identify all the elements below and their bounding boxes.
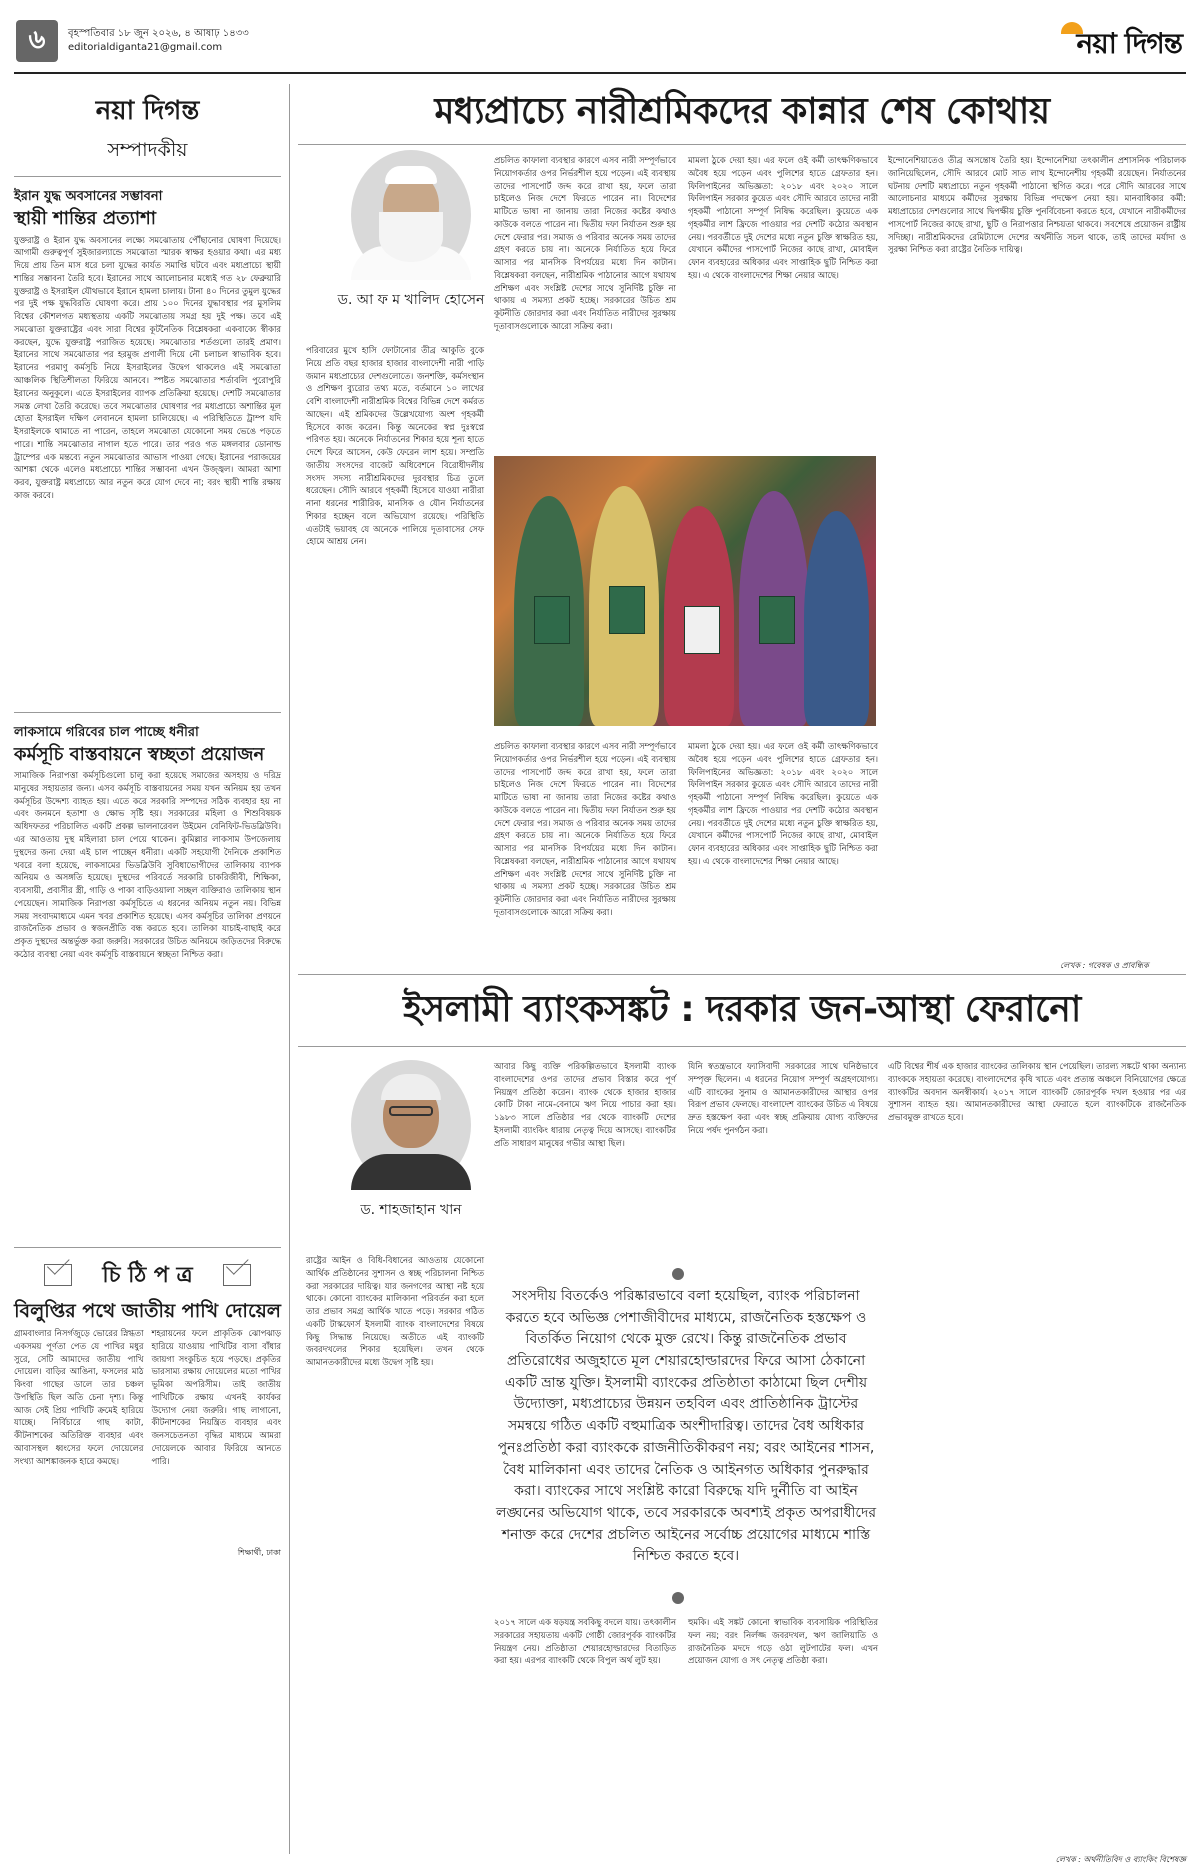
divider xyxy=(298,974,1186,975)
bullet-icon xyxy=(672,1268,684,1280)
article-2-col-5: ২০১৭ সালে এক ষড়যন্ত্র সবকিছু বদলে যায়। তৎকালীন সরকারের সহায়তায় একটি গোষ্ঠী জোরপূর্বক ব্যাংকটির নিয়ন্ত্রণ নেয়। প্রতিষ্ঠাতা শেয়ারহোল্ডারদের বিতাড়িত করা হয়। এরপর ব্যাংকটি থেকে বিপুল অর্থ লুট হয়। xyxy=(494,1617,676,1666)
article-1-byline: ড. আ ফ ম খালিদ হোসেন xyxy=(337,292,485,308)
article-1-col-1: পরিবারের মুখে হাসি ফোটানোর তীব্র আকুতি বুকে নিয়ে প্রতি বছর হাজার হাজার বাংলাদেশী নারী পাড়ি জমান মধ্যপ্রাচ্যের দেশগুলোতে। জনশক্তি, কর্মসংস্থান ও প্রশিক্ষণ ব্যুরোর তথ্য মতে, বর্তমানে ১০ লাখের বেশি বাংলাদেশী নারীশ্রমিক বিশ্বের বিভিন্ন দেশে কর্মরত আছেন। এই শ্রমিকদের উল্লেখযোগ্য অংশ গৃহকর্মী হিসেবে কাজ করেন। কিন্তু অনেকের স্বপ্ন দুঃস্বপ্নে পরিণত হয়। অনেকে নির্যাতনের শিকার হয়ে শূন্য হাতে দেশে ফিরে আসেন, কেউ ফেরেন লাশ হয়ে। সম্প্রতি জাতীয় সংসদের বাজেট অধিবেশনে বিরোধীদলীয় সংসদ সদস্য নারীশ্রমিকদের দুরবস্থার চিত্র তুলে ধরেছেন। সৌদি আরবে গৃহকর্মী হিসেবে যাওয়া নারীরা নানা ধরনের শারীরিক, মানসিক ও যৌন নির্যাতনের শিকার হচ্ছেন বলে অভিযোগ রয়েছে। পরিস্থিতি এতটাই ভয়াবহ যে অনেকে পালিয়ে দূতাবাসের সেফ হোমে আশ্রয় নেন। xyxy=(306,345,484,547)
envelope-icon xyxy=(223,1264,251,1286)
editorial-column xyxy=(14,84,290,1854)
article-2-pull-quote: সংসদীয় বিতর্কেও পরিষ্কারভাবে বলা হয়েছিল, ব্যাংক পরিচালনা করতে হবে অভিজ্ঞ পেশাজীবীদের মাধ্যমে, রাজনৈতিক হস্তক্ষেপ ও বিতর্কিত নিয়োগ থেকে মুক্ত রেখে। কিন্তু রাজনৈতিক প্রভাব প্রতিরোধের অজুহাতে মূল শেয়ারহোল্ডারদের ফিরে আসা ঠেকানো একটি ভ্রান্ত যুক্তি। ইসলামী ব্যাংকের প্রতিষ্ঠাতা কাঠামো ছিল দেশীয় উদ্যোক্তা, মধ্যপ্রাচ্যের উন্নয়ন তহবিল এবং প্রাতিষ্ঠানিক ট্রাস্টের সমন্বয়ে গঠিত একটি বহুমাত্রিক অংশীদারিত্ব। তাদের বৈধ অধিকার পুনঃপ্রতিষ্ঠা করা ব্যাংককে রাজনীতিকীকরণ নয়; বরং আইনের শাসন, বৈধ মালিকানা এবং তাদের নৈতিক ও আইনগত অধিকার পুনরুদ্ধার করা। ব্যাংকের সাথে সংশ্লিষ্ট কারো বিরুদ্ধে যদি দুর্নীতি বা আইন লঙ্ঘনের অভিযোগ থাকে, তবে সরকারকে অবশ্যই প্রকৃত অপরাধীদের শনাক্ত করে দেশের প্রচলিত আইনের সর্বোচ্চ প্রয়োগের মাধ্যমে শাস্তি নিশ্চিত করতে হবে। xyxy=(495,1288,877,1565)
masthead-logo: নয়া দিগন্ত xyxy=(1061,22,1182,69)
letter-body-col-2: শহরায়নের ফলে প্রাকৃতিক ঝোপঝাড় হারিয়ে যাওয়ায় পাখিটির বাসা বাঁধার জায়গা সংকুচিত হয়ে পড়ছে। প্রকৃতির ভারসাম্য রক্ষায় দোয়েলের মতো পাখির ভূমিকা অপরিসীম। তাই জাতীয় পাখিটিকে রক্ষায় এখনই কার্যকর উদ্যোগ নেয়া জরুরি। গাছ লাগানো, কীটনাশকের নিয়ন্ত্রিত ব্যবহার এবং জনসচেতনতা বৃদ্ধির মাধ্যমে আমরা দোয়েলকে আবার ফিরিয়ে আনতে পারি। xyxy=(151,1327,281,1466)
article-1-col-2-cont: প্রচলিত কাফালা ব্যবস্থার কারণে এসব নারী সম্পূর্ণভাবে নিয়োগকর্তার ওপর নির্ভরশীল হয়ে পড়েন। এই ব্যবস্থায় তাদের পাসপোর্ট জব্দ করে রাখা হয়, ফলে তারা চাইলেও নিজ দেশে ফিরতে পারেন না। বিদেশের মাটিতে ভাষা না জানায় তারা নিজের কষ্টের কথাও কাউকে বলতে পারেন না। দ্বিতীয় দফা নির্যাতন শুরু হয় দেশে ফেরার পর। সমাজ ও পরিবার অনেক সময় তাদের গ্রহণ করতে চায় না। অনেকে নির্যাতিত হয়ে ফিরে আসার পর মানসিক বিপর্যয়ের মধ্যে দিন কাটান। বিশ্লেষকরা বলছেন, নারীশ্রমিক পাঠানোর আগে যথাযথ প্রশিক্ষণ এবং সংশ্লিষ্ট দেশের সাথে সুনির্দিষ্ট চুক্তি না থাকায় এ সমস্যা প্রকট হচ্ছে। সরকারের উচিত শ্রম কূটনীতি জোরদার করা এবং নির্যাতিত নারীদের সুরক্ষায় দূতাবাসগুলোকে আরো সক্রিয় করা। xyxy=(494,741,676,917)
envelope-icon xyxy=(44,1264,72,1286)
article-2-author-note: লেখক : অর্থনীতিবিদ ও ব্যাংকিং বিশেষজ্ঞ xyxy=(1055,1855,1186,1864)
editorial-email[interactable]: editorialdiganta21@gmail.com xyxy=(68,42,223,53)
article-1-author xyxy=(326,150,496,312)
article-2-headline[interactable]: ইসলামী ব্যাংকসঙ্কট : দরকার জন-আস্থা ফেরানো xyxy=(403,989,1081,1030)
article-2-col-2: আবার কিছু ব্যক্তি পরিকল্পিতভাবে ইসলামী ব্যাংক বাংলাদেশের ওপর তাদের প্রভাব বিস্তার করে পূর্ণ নিয়ন্ত্রণ প্রতিষ্ঠা করেন। ব্যাংক থেকে হাজার হাজার কোটি টাকা নামে-বেনামে ঋণ নিয়ে পাচার করা হয়। ১৯৮৩ সালে প্রতিষ্ঠার পর থেকে ব্যাংকটি দেশের ইসলামী ব্যাংকিং ধারায় নেতৃত্ব দিয়ে আসছে। ব্যাংকটির প্রতি সাধারণ মানুষের গভীর আস্থা ছিল। xyxy=(494,1061,676,1148)
article-2-author xyxy=(326,1060,496,1222)
main-articles xyxy=(298,84,1186,145)
article-2-byline: ড. শাহজাহান খান xyxy=(360,1202,462,1218)
letter-headline[interactable]: বিলুপ্তির পথে জাতীয় পাখি দোয়েল xyxy=(14,1300,281,1323)
divider xyxy=(14,1247,281,1248)
editorial-logo: নয়া দিগন্ত xyxy=(95,96,200,126)
article-2-col-1: রাষ্ট্রের আইন ও বিধি-বিধানের আওতায় যেকোনো আর্থিক প্রতিষ্ঠানের সুশাসন ও স্বচ্ছ পরিচালনা নিশ্চিত করা সরকারের দায়িত্ব। যার জনগণের আস্থা নষ্ট হয়ে থাকে। কোনো ব্যাংকের মালিকানা পরিবর্তন করা হলে তার প্রভাব সমগ্র আর্থিক খাতে পড়ে। সরকার গঠিত একটি টাস্কফোর্স ইসলামী ব্যাংক বাংলাদেশের বিষয়ে কিছু সিদ্ধান্ত নিয়েছে। অতীতে এই ব্যাংকটি জবরদখলের শিকার হয়েছিল। তখন থেকে আমানতকারীদের মধ্যে উদ্বেগ সৃষ্টি হয়। xyxy=(306,1255,484,1368)
divider xyxy=(14,712,281,713)
page-header xyxy=(0,0,1200,72)
article-1-col-3-cont: মামলা ঠুকে দেয়া হয়। এর ফলে ওই কর্মী তাৎক্ষণিকভাবে অবৈধ হয়ে পড়েন এবং পুলিশের হাতে গ্রেফতার হন। ফিলিপাইনের অভিজ্ঞতা: ২০১৮ এবং ২০২০ সালে ফিলিপাইন সরকার কুয়েত এবং সৌদি আরবে তাদের নারী গৃহকর্মী পাঠানো সম্পূর্ণ নিষিদ্ধ করেছিল। কুয়েতে এক গৃহকর্মীর লাশ ফ্রিজে পাওয়ার পর দেশটি কঠোর অবস্থান নেয়। পরবর্তীতে দুই দেশের মধ্যে নতুন চুক্তি স্বাক্ষরিত হয়, যেখানে কর্মীদের পাসপোর্ট নিজের কাছে রাখা, মোবাইল ফোন ব্যবহারের অধিকার এবং সাপ্তাহিক ছুটি নিশ্চিত করা হয়। এ থেকে বাংলাদেশের শিক্ষা নেয়ার আছে। xyxy=(688,741,878,866)
article-1-author-note: লেখক : গবেষক ও প্রাবন্ধিক xyxy=(1060,961,1149,970)
bullet-icon xyxy=(672,1592,684,1604)
letter-signature: শিক্ষার্থী, ঢাকা xyxy=(237,1547,281,1557)
author-portrait xyxy=(351,150,471,280)
article-2-col-6: হুমকি। এই সঙ্কট কোনো স্বাভাবিক ব্যবসায়িক পরিস্থিতির ফল নয়; বরং নির্লজ্জ জবরদখল, ঋণ জালিয়াতি ও রাজনৈতিক মদদে গড়ে ওঠা লুটপাটের ফল। এখন প্রয়োজন যোগ্য ও সৎ নেতৃত্ব প্রতিষ্ঠা করা। xyxy=(688,1617,878,1666)
letter-body-col-1: গ্রামবাংলার নিসর্গজুড়ে ভোরের স্নিগ্ধতা একসময় পূর্ণতা পেত যে পাখির মধুর সুরে, সেটি আমাদের জাতীয় পাখি দোয়েল। বাড়ির আঙিনা, ফসলের মাঠ কিংবা গাছের ডালে তার চঞ্চল উপস্থিতি ছিল অতি চেনা দৃশ্য। কিন্তু আজ সেই প্রিয় পাখিটি ক্রমেই হারিয়ে যাচ্ছে। নির্বিচারে গাছ কাটা, কীটনাশকের অতিরিক্ত ব্যবহার এবং আবাসস্থল ধ্বংসের ফলে দোয়েলের সংখ্যা আশঙ্কাজনক হারে কমছে। xyxy=(14,1327,144,1466)
article-1-col-4: ইন্দোনেশিয়াতেও তীব্র অসন্তোষ তৈরি হয়। ইন্দোনেশিয়া তৎকালীন প্রশাসনিক পরিচালক জানিয়েছিলেন, সৌদি আরবে মোট সাত লাখ ইন্দোনেশীয় গৃহকর্মী রয়েছেন। নির্যাতনের ঘটনায় দেশটি মধ্যপ্রাচ্যে নতুন গৃহকর্মী পাঠানো স্থগিত করে। পরে সৌদি আরবের সাথে আলোচনার মাধ্যমে কর্মীদের সুরক্ষায় বিভিন্ন পদক্ষেপ নেয়া হয়। মানবাধিকার কর্মী: মধ্যপ্রাচ্যের দেশগুলোর সাথে দ্বিপক্ষীয় চুক্তি পুনর্বিবেচনা করতে হবে, যেখানে নারীকর্মীদের পাসপোর্ট নিজের কাছে রাখা, ছুটি ও নিরাপত্তার নিশ্চয়তা থাকবে। সবশেষে প্রয়োজন রাষ্ট্রীয় সদিচ্ছা। নারীশ্রমিকদের রেমিট্যান্সে দেশের অর্থনীতি সচল থাকে, তাই তাদের মর্যাদা ও সুরক্ষা নিশ্চিত করা রাষ্ট্রের নৈতিক দায়িত্ব। xyxy=(888,155,1186,255)
letters-section-label: চি ঠি প ত্র xyxy=(14,1256,281,1296)
article-1-headline[interactable]: মধ্যপ্রাচ্যে নারীশ্রমিকদের কান্নার শেষ কোথায় xyxy=(434,91,1050,132)
page-number: ৬ xyxy=(16,20,58,62)
article-1-col-2: প্রচলিত কাফালা ব্যবস্থার কারণে এসব নারী সম্পূর্ণভাবে নিয়োগকর্তার ওপর নির্ভরশীল হয়ে পড়েন। এই ব্যবস্থায় তাদের পাসপোর্ট জব্দ করে রাখা হয়, ফলে তারা চাইলেও নিজ দেশে ফিরতে পারেন না। বিদেশের মাটিতে ভাষা না জানায় তারা নিজের কষ্টের কথাও কাউকে বলতে পারেন না। দ্বিতীয় দফা নির্যাতন শুরু হয় দেশে ফেরার পর। সমাজ ও পরিবার অনেক সময় তাদের গ্রহণ করতে চায় না। অনেকে নির্যাতিত হয়ে ফিরে আসার পর মানসিক বিপর্যয়ের মধ্যে দিন কাটান। বিশ্লেষকরা বলছেন, নারীশ্রমিক পাঠানোর আগে যথাযথ প্রশিক্ষণ এবং সংশ্লিষ্ট দেশের সাথে সুনির্দিষ্ট চুক্তি না থাকায় এ সমস্যা প্রকট হচ্ছে। সরকারের উচিত শ্রম কূটনীতি জোরদার করা এবং নির্যাতিত নারীদের সুরক্ষায় দূতাবাসগুলোকে আরো সক্রিয় করা। xyxy=(494,155,676,331)
divider xyxy=(298,144,1186,145)
author-portrait xyxy=(351,1060,471,1190)
issue-date: বৃহস্পতিবার ১৮ জুন ২০২৬, ৪ আষাঢ় ১৪৩৩ xyxy=(68,28,249,39)
article-2-col-3: যিনি স্বতন্ত্রভাবে ফ্যাসিবাদী সরকারের সাথে ঘনিষ্ঠভাবে সম্পৃক্ত ছিলেন। এ ধরনের নিয়োগ সম্পূর্ণ অগ্রহণযোগ্য। এটি ব্যাংকের সুনাম ও আমানতকারীদের আস্থার ওপর বিরূপ প্রভাব ফেলছে। বাংলাদেশ ব্যাংকের উচিত এ বিষয়ে দ্রুত হস্তক্ষেপ করা এবং স্বচ্ছ প্রক্রিয়ায় যোগ্য ব্যক্তিদের নিয়ে পর্ষদ পুনর্গঠন করা। xyxy=(688,1061,878,1135)
divider xyxy=(298,1046,1186,1047)
article-2-col-4: এটি বিশ্বের শীর্ষ এক হাজার ব্যাংকের তালিকায় স্থান পেয়েছিল। তারল্য সঙ্কটে থাকা অন্যান্য ব্যাংককে সহায়তা করেছে। বাংলাদেশের কৃষি খাতে এবং প্রত্যন্ত অঞ্চলে বিনিয়োগের ক্ষেত্রে ব্যাংকটির অবদান অনস্বীকার্য। ২০১৭ সালে ব্যাংকটি জোরপূর্বক দখল হওয়ার পর এর সুশাসন ব্যাহত হয়। আমানতকারীদের আস্থা ফেরাতে হলে ব্যাংকটিকে রাজনৈতিক প্রভাবমুক্ত রাখতে হবে। xyxy=(888,1061,1186,1123)
editorial-2-body: সামাজিক নিরাপত্তা কর্মসূচিগুলো চালু করা হয়েছে সমাজের অসহায় ও দরিদ্র মানুষের সহায়তার জন্য। এসব কর্মসূচি বাস্তবায়নের সময় যখন অনিয়ম হয় তখন কর্মসূচির উদ্দেশ্য ব্যাহত হয়। এতে করে সরকারি সম্পদের সঠিক ব্যবহার হয় না এবং জনমনে হতাশা ও ক্ষোভ সৃষ্টি হয়। সরকারের মহিলা ও শিশুবিষয়ক অধিদফতর পরিচালিত একটি প্রকল্প ভালনারেবল উইমেন বেনিফিট-ভিডব্লিউবি। এর আওতায় দুস্থ মহিলারা চাল পেয়ে থাকেন। কুমিল্লার লাকসাম উপজেলায় দুস্থদের জন্য দেয়া এই চাল পাচ্ছেন ধনীরা। একটি সহযোগী দৈনিকে প্রকাশিত খবরে বলা হয়েছে, লাকসামের ভিডব্লিউবি সুবিধাভোগীদের তালিকায় ব্যাপক অনিয়ম ও অসঙ্গতি হয়েছে। দুস্থদের পরিবর্তে সরকারি চাকরিজীবী, শিক্ষিকা, ব্যবসায়ী, প্রবাসীর স্ত্রী, গাড়ি ও পাকা বাড়িওয়ালা সচ্ছল ব্যক্তিরাও তালিকায় স্থান পেয়েছেন। সামাজিক নিরাপত্তা কর্মসূচিতে এ ধরনের অনিয়ম নতুন নয়। বিভিন্ন সময় সংবাদমাধ্যমে এমন খবর প্রকাশিত হয়েছে। এসব কর্মসূচির তালিকা প্রণয়নে রাজনৈতিক প্রভাব ও স্বজনপ্রীতি বন্ধ করতে হবে। তালিকা যাচাই-বাছাই করে প্রকৃত দুস্থদের অন্তর্ভুক্ত করা জরুরি। সরকারের উচিত অনিয়মে জড়িতদের বিরুদ্ধে কঠোর ব্যবস্থা নেয়া এবং কর্মসূচি বাস্তবায়নে স্বচ্ছতা নিশ্চিত করা। xyxy=(14,770,281,959)
editorial-1-body: যুক্তরাষ্ট্র ও ইরান যুদ্ধ অবসানের লক্ষ্যে সমঝোতায় পৌঁছানোর ঘোষণা দিয়েছে। আগামী গুরুত্বপূর্ণ সুইজারল্যান্ডে সমঝোতা স্মারক স্বাক্ষর হওয়ার কথা। এর মধ্য দিয়ে প্রায় তিন মাস ধরে চলা যুদ্ধের কার্যত সমাপ্তি ঘটবে এবং মধ্যপ্রাচ্যে স্থায়ী শান্তির সম্ভাবনা তৈরি হবে। ইরানের সাথে আলোচনার মধ্যেই গত ২৮ ফেব্রুয়ারি যুক্তরাষ্ট্র ও ইসরাইল যৌথভাবে ইরানে হামলা চালায়। টানা ৪০ দিনের তুমুল যুদ্ধের পর দুই পক্ষ যুদ্ধবিরতি ঘোষণা করে। প্রায় ১০০ দিনের যুদ্ধাবস্থার পর মুসলিম বিশ্বের কৌশলগত মধ্যস্থতায় একটি সমঝোতায় সমগ্র হয় দুই পক্ষ। তবে এই সমঝোতা যুক্তরাষ্ট্রের এবং সারা বিশ্বের কূটনৈতিক বিশ্লেষকরা একবাক্যে স্বীকার করছেন, যুদ্ধে যুক্তরাষ্ট্র পরাজিত হয়েছে। সমঝোতার শর্তগুলো তারই প্রমাণ। ইরানের সাথে সমঝোতার পর হরমুজ প্রণালী দিয়ে নৌ চলাচল স্বাভাবিক হবে। ইরানের পরমাণু কর্মসূচি নিয়ে ইসরাইলের উদ্বেগ থাকলেও এই সমঝোতা আঞ্চলিক স্থিতিশীলতা ফিরিয়ে আনবে। স্পষ্টত সমঝোতার শর্তাবলি পুরোপুরি ইরানের অনুকূলে। এতে ইসরাইলের ব্যাপক প্রতিক্রিয়া হয়েছে। দেশটি সমঝোতার সমস্ত লেখা তৈরি করেছে। তবে সমঝোতার ঘোষণার পর মধ্যপ্রাচ্যে অশান্তির মূল হোতা ইসরাইল দক্ষিণ লেবাননে হামলা চালিয়েছে। এ পরিস্থিতিতে ট্রাম্প যদি ইসরাইলকে থামাতে না পারেন, তাহলে সমঝোতা যেকোনো সময় ভেঙে পড়তে পারে। শান্তি সমঝোতার নাগাল হতে পারে। তার পরও গত মঙ্গলবার ডোনাল্ড ট্রাম্পের এক মন্তব্যে নতুন সমঝোতার আভাস পাওয়া গেছে। ইরানের পরাজয়ের আশঙ্কা থেকে এলেও মধ্যপ্রাচ্যে শান্তির সম্ভাবনা এখন উজ্জ্বল। আমরা আশা করব, যুক্তরাষ্ট্র মধ্যপ্রাচ্যে আর নতুন করে যোগ দেবে না; বরং স্থায়ী শান্তি রক্ষায় কাজ করবে। xyxy=(14,234,281,500)
article-1-photo xyxy=(494,456,876,726)
editorial-section-label: সম্পাদকীয় xyxy=(14,136,281,177)
letter-body xyxy=(14,1323,281,1543)
editorial-2-headline[interactable]: কর্মসূচি বাস্তবায়নে স্বচ্ছতা প্রয়োজন xyxy=(14,743,265,765)
editorial-1-headline[interactable]: স্থায়ী শান্তির প্রত্যাশা xyxy=(14,208,156,229)
header-rule xyxy=(14,72,1186,74)
article-1-col-3: মামলা ঠুকে দেয়া হয়। এর ফলে ওই কর্মী তাৎক্ষণিকভাবে অবৈধ হয়ে পড়েন এবং পুলিশের হাতে গ্রেফতার হন। ফিলিপাইনের অভিজ্ঞতা: ২০১৮ এবং ২০২০ সালে ফিলিপাইন সরকার কুয়েত এবং সৌদি আরবে তাদের নারী গৃহকর্মী পাঠানো সম্পূর্ণ নিষিদ্ধ করেছিল। কুয়েতে এক গৃহকর্মীর লাশ ফ্রিজে পাওয়ার পর দেশটি কঠোর অবস্থান নেয়। পরবর্তীতে দুই দেশের মধ্যে নতুন চুক্তি স্বাক্ষরিত হয়, যেখানে কর্মীদের পাসপোর্ট নিজের কাছে রাখা, মোবাইল ফোন ব্যবহারের অধিকার এবং সাপ্তাহিক ছুটি নিশ্চিত করা হয়। এ থেকে বাংলাদেশের শিক্ষা নেয়ার আছে। xyxy=(688,155,878,280)
editorial-2-kicker: লাকসামে গরিবের চাল পাচ্ছে ধনীরা xyxy=(14,724,199,740)
editorial-1-kicker: ইরান যুদ্ধ অবসানের সম্ভাবনা xyxy=(14,189,163,204)
